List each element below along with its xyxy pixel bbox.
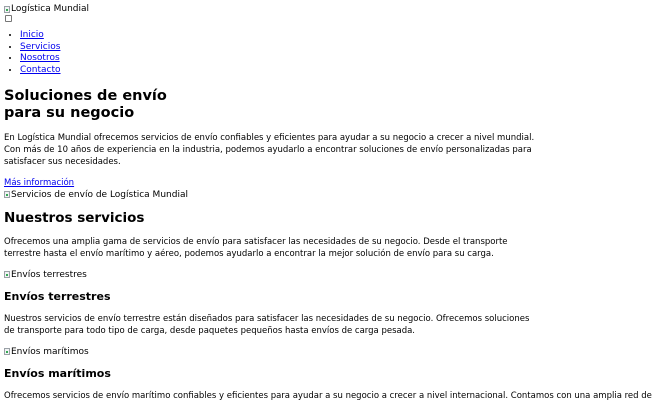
service-image-alt-text: Envíos marítimos [11, 346, 89, 357]
nav-item-contacto [20, 65, 536, 77]
broken-image-icon [4, 191, 10, 198]
menu-toggle-checkbox[interactable] [5, 15, 12, 22]
logo-image [4, 4, 536, 14]
service-image-terrestre [4, 270, 536, 280]
service-image-maritimo [4, 347, 536, 357]
nav-item-nosotros [20, 53, 536, 65]
nav-item-inicio [20, 30, 536, 42]
service-image-alt-text: Envíos terrestres [11, 269, 87, 280]
main-nav [4, 30, 536, 76]
service-body-maritimo: Ofrecemos servicios de envío marítimo confiables y eficientes para ayudar a su negocio a crecer a nivel internacional. Contamos con una amplia red de [4, 390, 652, 401]
service-title-terrestre: Envíos terrestres [4, 289, 111, 303]
nav-item-servicios [20, 42, 536, 54]
more-info-link[interactable]: Más información [4, 178, 75, 188]
hero-title-line1: Soluciones de envío [4, 88, 167, 104]
broken-image-icon [4, 348, 10, 355]
service-title-maritimo: Envíos marítimos [4, 366, 111, 380]
hero-title-line2: para su negocio [4, 105, 135, 121]
service-body-terrestre: Nuestros servicios de envío terrestre están diseñados para satisfacer las necesidades de su negocio. Ofrecemos soluciones de transporte para todo tipo de carga, desde paquetes pequeños hasta envíos de carga pesada. [4, 313, 530, 336]
nav-link-contacto[interactable]: Contacto [20, 64, 61, 75]
nav-link-nosotros[interactable]: Nosotros [20, 53, 60, 63]
broken-image-icon [4, 6, 10, 13]
logo-alt-text: Logística Mundial [11, 4, 90, 14]
hero-image [4, 190, 536, 200]
services-intro: Ofrecemos una amplia gama de servicios de envío para satisfacer las necesidades de su negocio. Desde el transporte terrestre hasta el envío marítimo y aéreo, podemos ayudarlo a encontrar la mejor solución de envío para su carga. [4, 236, 508, 259]
hero-title [4, 88, 536, 122]
nav-link-servicios[interactable]: Servicios [20, 41, 61, 52]
services-title: Nuestros servicios [4, 209, 145, 226]
nav-link-inicio[interactable]: Inicio [20, 30, 44, 40]
hero-body: En Logística Mundial ofrecemos servicios de envío confiables y eficientes para ayudar a su negocio a crecer a nivel mundial. Con más de 10 años de experiencia en la industria, podemos ayudarlo a encontrar soluciones de envío personalizadas para satisfacer sus necesidades. [4, 133, 535, 167]
broken-image-icon [4, 271, 10, 278]
hero-image-alt-text: Servicios de envío de Logística Mundial [11, 189, 188, 200]
